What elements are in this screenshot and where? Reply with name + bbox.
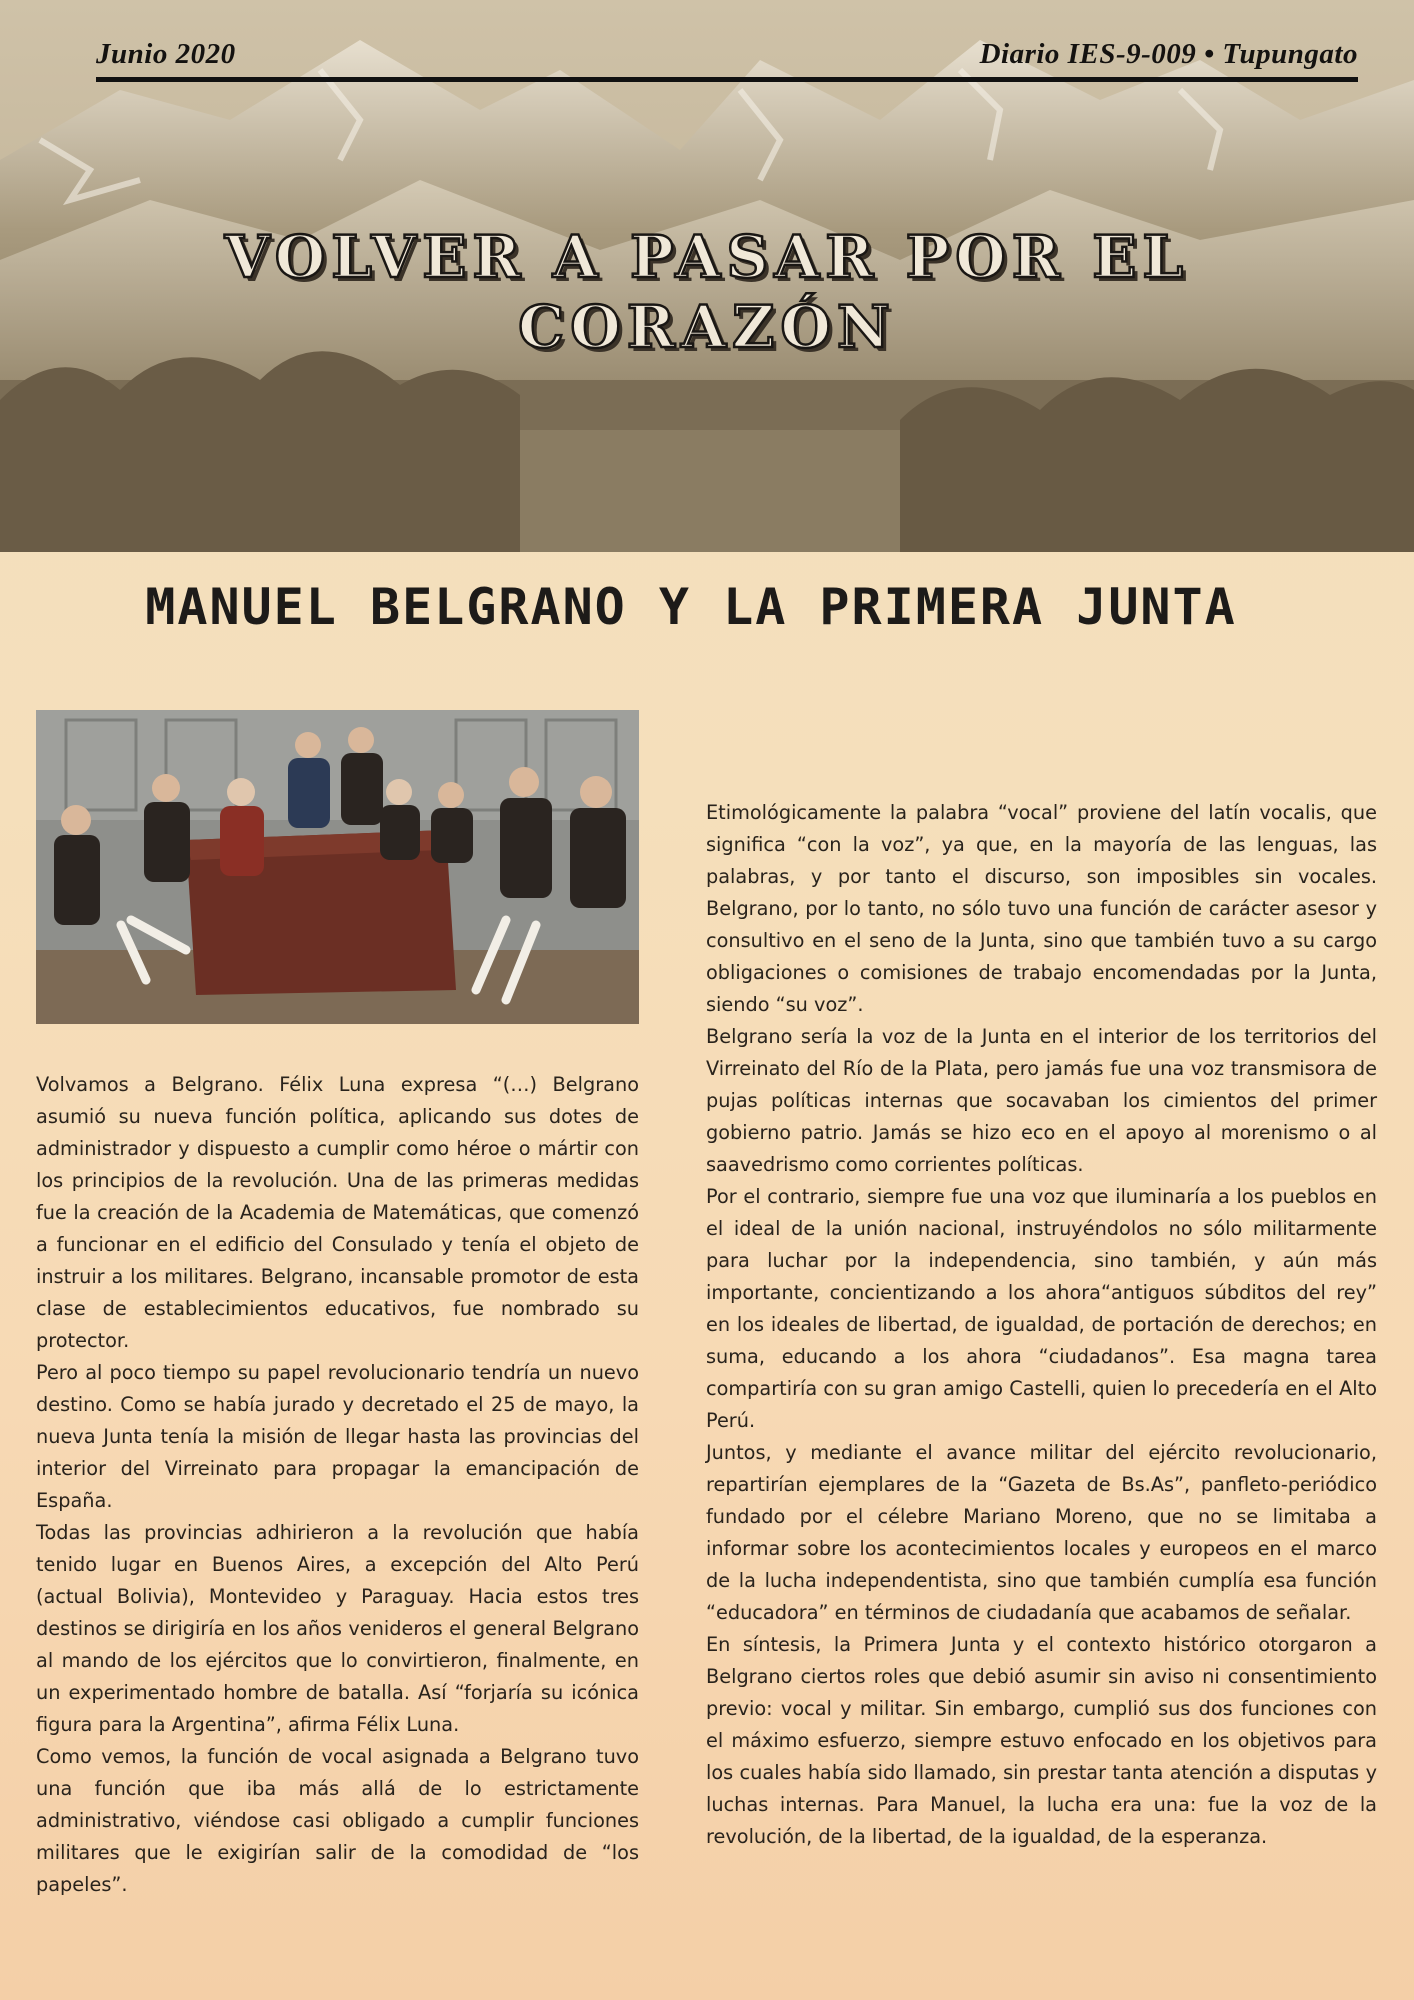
paragraph: Todas las provincias adhirieron a la revolución que había tenido lugar en Buenos Aires, a excepción del Alto Perú (actual Bolivia), Montevideo y Paraguay. Hacia estos tres destinos se dirigiría en los años venideros el general Belgrano al mando de los ejércitos que lo convirtieron, finalmente, en un experimentado hombre de batalla. Así “forjaría su icónica figura para la Argentina”, afirma Félix Luna. (36, 1521, 639, 1736)
paragraph: Belgrano sería la voz de la Junta en el interior de los territorios del Virreinato del Río de la Plata, pero jamás fue una voz transmisora de pujas políticas internas que socavaban los cimientos del primer gobierno patrio. Jamás se hizo eco en el apoyo al morenismo o al saavedrismo como corrientes políticas. (706, 1025, 1377, 1176)
article-title: MANUEL BELGRANO Y LA PRIMERA JUNTA (145, 578, 1237, 636)
paragraph: Etimológicamente la palabra “vocal” proviene del latín vocalis, que significa “con la voz”, ya que, en la mayoría de las lenguas, las palabras, y por tanto el discurso, son imposibles sin vocales. Belgrano, por lo tanto, no sólo tuvo una función de carácter asesor y consultivo en el seno de la Junta, sino que también tuvo a su cargo obligaciones o comisiones de trabajo encomendadas por la Junta, siendo “su voz”. (706, 801, 1377, 1016)
paragraph: Pero al poco tiempo su papel revolucionario tendría un nuevo destino. Como se había jurado y decretado el 25 de mayo, la nueva Junta tenía la misión de llegar hasta las provincias del interior del Virreinato para propagar la emancipación de España. (36, 1361, 639, 1512)
paragraph: Volvamos a Belgrano. Félix Luna expresa “(…) Belgrano asumió su nueva función política, aplicando sus dotes de administrador y dispuesto a cumplir como héroe o mártir con los principios de la revolución. Una de las primeras medidas fue la creación de la Academia de Matemáticas, que comenzó a funcionar en el edificio del Consulado y tenía el objeto de instruir a los militares. Belgrano, incansable promotor de esta clase de establecimientos educativos, fue nombrado su protector. (36, 1073, 639, 1352)
mountain-banner-image (0, 0, 1414, 552)
primera-junta-painting (36, 710, 639, 1024)
newspaper-name: Diario IES-9-009 • Tupungato (979, 38, 1358, 70)
headline-line-2: CORAZÓN (518, 293, 896, 361)
paragraph: Como vemos, la función de vocal asignada a Belgrano tuvo una función que iba más allá de lo estrictamente administrativo, viéndose casi obligado a cumplir funciones militares que le exigirían salir de la comodidad de “los papeles”. (36, 1745, 639, 1896)
paragraph: Juntos, y mediante el avance militar del ejército revolucionario, repartirían ejemplares de la “Gazeta de Bs.As”, panfleto-periódico fundado por el célebre Mariano Moreno, que no se limitaba a informar sobre los acontecimientos locales y europeos en el marco de la lucha independentista, sino que también cumplía esa función “educadora” en términos de ciudadanía que acabamos de señalar. (706, 1441, 1377, 1624)
junta-painting-illustration (36, 710, 639, 1024)
article-right-column (706, 797, 1377, 1853)
paragraph: Por el contrario, siempre fue una voz que iluminaría a los pueblos en el ideal de la unión nacional, instruyéndolos no sólo militarmente para luchar por la independencia, sino también, y aún más importante, concientizando a los ahora“antiguos súbditos del rey” en los ideales de libertad, de igualdad, de portación de derechos; en suma, educando a los ahora “ciudadanos”. Esa magna tarea compartiría con su gran amigo Castelli, quien lo precedería en el Alto Perú. (706, 1185, 1377, 1432)
issue-date: Junio 2020 (96, 38, 236, 70)
headline-line-1: VOLVER A PASAR POR EL (224, 223, 1190, 291)
article-left-column (36, 1069, 639, 1901)
paragraph: En síntesis, la Primera Junta y el contexto histórico otorgaron a Belgrano ciertos roles que debió asumir sin aviso ni consentimiento previo: vocal y militar. Sin embargo, cumplió sus dos funciones con el máximo esfuerzo, siempre estuvo enfocado en los objetivos para los cuales había sido llamado, sin prestar tanta atención a disputas y luchas internas. Para Manuel, la lucha era una: fue la voz de la revolución, de la libertad, de la igualdad, de la esperanza. (706, 1633, 1377, 1848)
main-headline (40, 222, 1374, 362)
masthead (96, 38, 1358, 82)
